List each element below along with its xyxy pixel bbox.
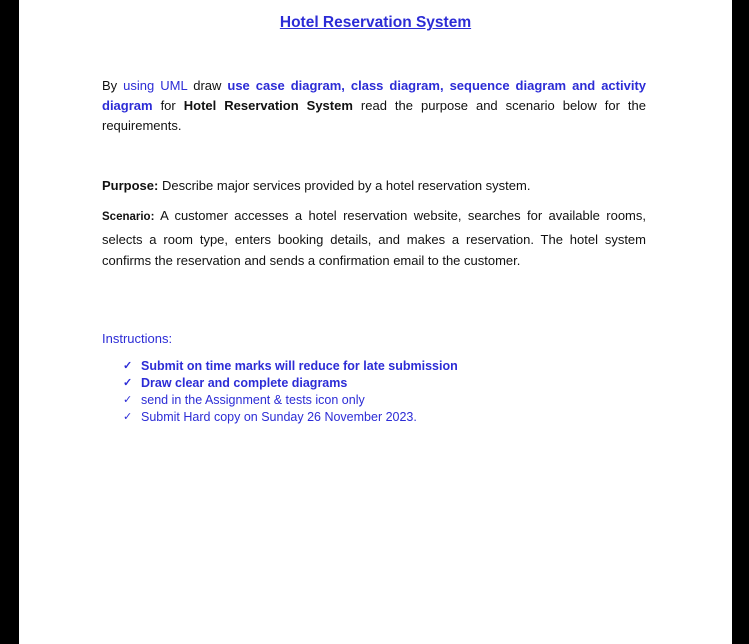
purpose-paragraph (102, 176, 646, 196)
check-icon: ✓ (123, 360, 133, 372)
scenario-label: Scenario: (102, 211, 155, 223)
check-icon: ✓ (123, 411, 133, 423)
check-icon: ✓ (123, 377, 133, 389)
instruction-item (123, 409, 458, 426)
instruction-item (123, 392, 458, 409)
check-icon: ✓ (123, 394, 133, 406)
instructions-list (123, 358, 458, 426)
instruction-item (123, 358, 458, 375)
purpose-label: Purpose: (102, 178, 159, 193)
scenario-text: A customer accesses a hotel reservation website, searches for available rooms, selects a room type, enters booking details, and makes a reservation. The hotel system confirms the reservation and sends a confirmation email to the customer. (102, 208, 646, 268)
system-name: Hotel Reservation System (183, 98, 353, 113)
instruction-text: Submit on time marks will reduce for late submission (141, 359, 458, 373)
instruction-item (123, 375, 458, 392)
intro-text-3: draw (187, 78, 228, 93)
instructions-heading: Instructions: (102, 331, 173, 346)
intro-text-5: for (152, 98, 184, 113)
intro-paragraph (102, 76, 646, 136)
intro-text-7: read the purpose and scenario below for the requirements. (102, 98, 646, 133)
intro-text-2: using UML (123, 78, 188, 93)
instruction-text: Draw clear and complete diagrams (141, 376, 348, 390)
instruction-text: Submit Hard copy on Sunday 26 November 2023. (141, 410, 417, 424)
document-page (19, 0, 732, 644)
document-title: Hotel Reservation System (279, 14, 472, 31)
instruction-text: send in the Assignment & tests icon only (141, 393, 365, 407)
purpose-text: Describe major services provided by a hotel reservation system. (158, 178, 531, 193)
diagram-list: use case diagram, class diagram, sequence diagram and activity diagram (102, 78, 647, 113)
scenario-paragraph (102, 205, 646, 272)
intro-text-1: By (102, 78, 124, 93)
